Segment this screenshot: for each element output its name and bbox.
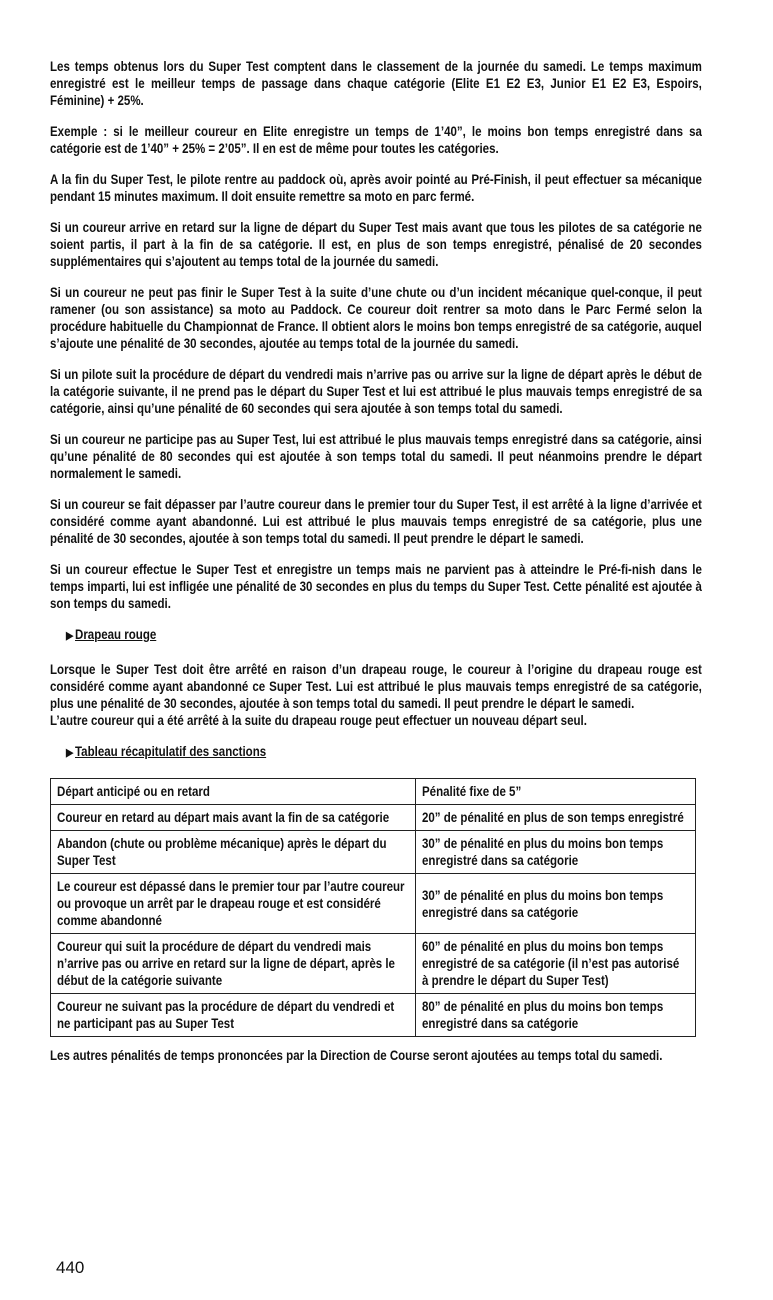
- paragraph-autres-penalites: Les autres pénalités de temps prononcées par la Direction de Course seront ajoutées au temps total du samedi.: [50, 1048, 663, 1063]
- table-row: [51, 874, 696, 934]
- section-heading-label: Drapeau rouge: [75, 627, 157, 642]
- paragraph-depassement: Si un coureur se fait dépasser par l’autre coureur dans le premier tour du Super Test, il est arrêté à la ligne d’arrivée et considéré comme ayant abandonné. Lui est attribué le plus mauvais temps enregistré de sa catégorie, plus une pénalité de 30 secondes, ajoutée à son temps total du samedi. Il peut prendre le départ le samedi.: [50, 497, 702, 546]
- table-cell-penalite: 20” de pénalité en plus de son temps enregistré: [416, 805, 696, 831]
- table-cell-penalite: 60” de pénalité en plus du moins bon temps enregistré de sa catégorie (il n’est pas autorisé à prendre le départ du Super Test): [416, 934, 696, 994]
- table-row: [51, 805, 696, 831]
- table-cell-infraction: Départ anticipé ou en retard: [51, 779, 416, 805]
- table-cell-penalite: 80” de pénalité en plus du moins bon temps enregistré dans sa catégorie: [416, 994, 696, 1037]
- paragraph-non-participation: Si un coureur ne participe pas au Super Test, lui est attribué le plus mauvais temps enregistré dans sa catégorie, ainsi qu’une pénalité de 80 secondes qui est ajoutée à son temps total du samedi. Il peut néanmoins prendre le départ normalement le samedi.: [50, 432, 702, 481]
- page-number: 440: [56, 1258, 85, 1277]
- table-cell-infraction: Coureur qui suit la procédure de départ du vendredi mais n’arrive pas ou arrive en retard sur la ligne de départ, après le début de la catégorie suivante: [51, 934, 416, 994]
- triangle-bullet-icon: ▶: [66, 630, 74, 642]
- table-cell-infraction: Coureur en retard au départ mais avant la fin de sa catégorie: [51, 805, 416, 831]
- paragraph-drapeau-rouge: Lorsque le Super Test doit être arrêté en raison d’un drapeau rouge, le coureur à l’origine du drapeau rouge est considéré comme ayant abandonné ce Super Test. Lui est attribué le plus mauvais temps enregistré de sa catégorie, plus une pénalité de 30 secondes, ajoutée à son temps total du samedi. Il peut prendre le départ le samedi.: [50, 662, 702, 711]
- paragraph-fin-super-test: A la fin du Super Test, le pilote rentre au paddock où, après avoir pointé au Pré-Finish, il peut effectuer sa mécanique pendant 15 minutes maximum. Il doit ensuite remettre sa moto en parc fermé.: [50, 172, 702, 204]
- table-row: [51, 779, 696, 805]
- paragraph-procedure-vendredi: Si un pilote suit la procédure de départ du vendredi mais n’arrive pas ou arrive sur la ligne de départ après le début de la catégorie suivante, il ne prend pas le départ du Super Test et lui est attribué le plus mauvais temps enregistré de sa catégorie, ainsi qu’une pénalité de 60 secondes qui sera ajoutée à son temps total du samedi.: [50, 367, 702, 416]
- document-page: [50, 58, 702, 1078]
- paragraph-autre-coureur: L’autre coureur qui a été arrêté à la suite du drapeau rouge peut effectuer un nouveau départ seul.: [50, 713, 587, 728]
- table-row: [51, 994, 696, 1037]
- table-row: [51, 934, 696, 994]
- table-cell-infraction: Coureur ne suivant pas la procédure de départ du vendredi et ne participant pas au Super Test: [51, 994, 416, 1037]
- table-cell-penalite: Pénalité fixe de 5”: [416, 779, 696, 805]
- sanctions-table: [50, 778, 696, 1037]
- table-cell-penalite: 30” de pénalité en plus du moins bon temps enregistré dans sa catégorie: [416, 831, 696, 874]
- section-heading-label: Tableau récapitulatif des sanctions: [75, 744, 267, 759]
- table-row: [51, 831, 696, 874]
- table-cell-infraction: Le coureur est dépassé dans le premier tour par l’autre coureur ou provoque un arrêt par le drapeau rouge et est considéré comme abandonné: [51, 874, 416, 934]
- paragraph-pre-finish: Si un coureur effectue le Super Test et enregistre un temps mais ne parvient pas à atteindre le Pré-fi-nish dans le temps imparti, lui est infligée une pénalité de 30 secondes en plus du temps du Super Test. Cette pénalité est ajoutée à son temps du samedi.: [50, 562, 702, 611]
- triangle-bullet-icon: ▶: [66, 747, 74, 759]
- table-cell-infraction: Abandon (chute ou problème mécanique) après le départ du Super Test: [51, 831, 416, 874]
- paragraph-retard-depart: Si un coureur arrive en retard sur la ligne de départ du Super Test mais avant que tous les pilotes de sa catégorie ne soient partis, il part à la fin de sa catégorie. Il est, en plus de son temps enregistré, pénalisé de 20 secondes supplémentaires qui s’ajoutent au temps total de la journée du samedi.: [50, 220, 702, 269]
- paragraph-temps-super-test: Les temps obtenus lors du Super Test comptent dans le classement de la journée du samedi. Le temps maximum enregistré est le meilleur temps de passage dans chaque catégorie (Elite E1 E2 E3, Junior E1 E2 E3, Espoirs, Féminine) + 25%.: [50, 59, 702, 108]
- paragraph-exemple: Exemple : si le meilleur coureur en Elite enregistre un temps de 1’40”, le moins bon temps enregistré dans sa catégorie est de 1’40” + 25% = 2’05”. Il en est de même pour toutes les catégories.: [50, 124, 702, 156]
- paragraph-chute-incident: Si un coureur ne peut pas finir le Super Test à la suite d’une chute ou d’un incident mécanique quel-conque, il peut ramener (ou son assistance) sa moto au Paddock. Ce coureur doit rentrer sa moto dans le Parc Fermé selon la procédure habituelle du Championnat de France. Il obtient alors le moins bon temps enregistré de sa catégorie, auquel s’ajoute une pénalité de 30 secondes, ajoutée au temps total de la journée du samedi.: [50, 285, 702, 351]
- table-cell-penalite: 30” de pénalité en plus du moins bon temps enregistré dans sa catégorie: [416, 874, 696, 934]
- section-heading-drapeau-rouge: [66, 626, 613, 645]
- section-heading-tableau: [66, 743, 613, 762]
